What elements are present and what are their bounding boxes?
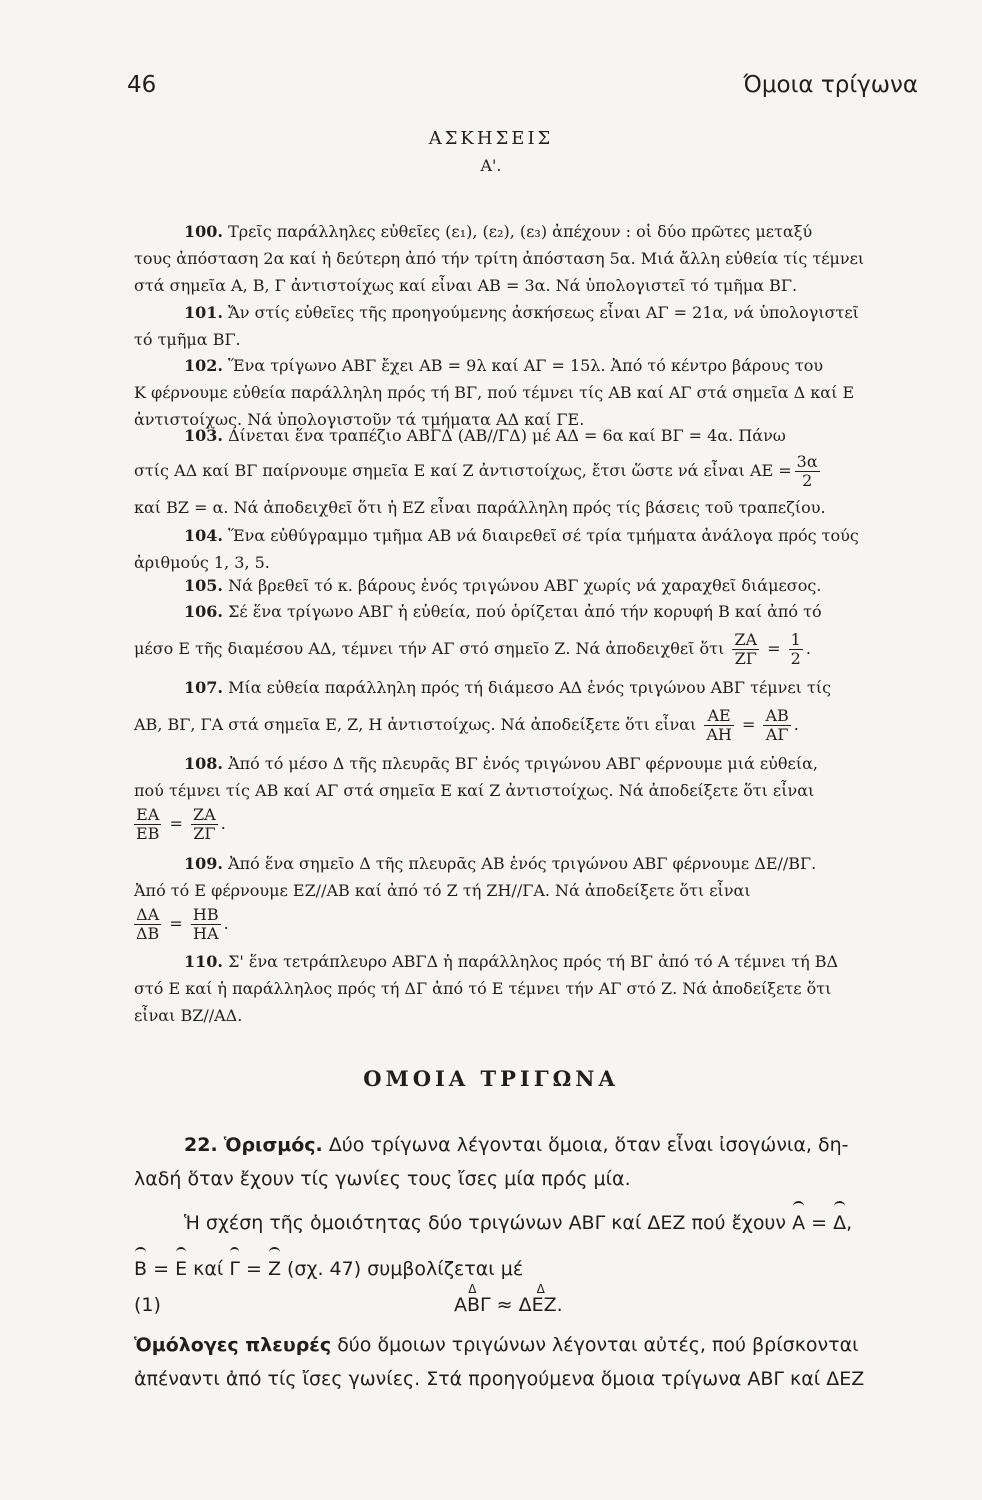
paragraph-number: 22. xyxy=(184,1134,218,1156)
paragraph-text: ἀπέναντι ἀπό τίς ἴσες γωνίες. Στά προηγούμενα ὅμοια τρίγωνα ΑΒΓ καί ΔΕΖ xyxy=(134,1368,865,1390)
exercise-number: 109. xyxy=(184,854,223,873)
exercise-text: ΑΒ, ΒΓ, ΓΑ στά σημεῖα Ε, Ζ, Η ἀντιστοίχως. Νά ἀποδείξετε ὅτι εἶναι xyxy=(134,715,697,734)
similarity-formula xyxy=(134,1288,918,1322)
angle-A: Α xyxy=(792,1200,805,1240)
exercise-text: ἀριθμούς 1, 3, 5. xyxy=(134,553,270,572)
equals-sign: = xyxy=(169,914,183,933)
exercise-text: στίς ΑΔ καί ΒΓ παίρνουμε σημεῖα Ε καί Ζ ἀντιστοίχως, ἔτσι ὥστε νά εἶναι ΑΕ = xyxy=(134,461,792,480)
exercise-text: ἀντιστοίχως. Νά ὑπολογιστοῦν τά τμήματα ΑΔ καί ΓΕ. xyxy=(134,410,585,429)
exercise-number: 104. xyxy=(184,526,223,545)
homologous-paragraph xyxy=(134,1328,918,1396)
fraction: $\frac{AE}{AH}$ xyxy=(706,706,732,744)
exercise-107: 107. Μία εὐθεία παράλληλη πρός τή διάμεσο ΑΔ ἑνός τριγώνου ΑΒΓ τέμνει τίς ΑΒ, ΒΓ, ΓΑ στά σημεῖα Ε, Ζ, Η ἀντιστοίχως. Νά ἀποδείξετε ὅτι εἶναι $\frac{AE}{AH}$ = $\frac{AB}{A\Gamma}$ . xyxy=(134,678,832,744)
fraction: $\frac{ZA}{Z\Gamma}$ xyxy=(193,805,216,843)
exercise-text: τους ἀπόσταση 2α καί ἡ δεύτερη ἀπό τήν τρίτη ἀπόσταση 5α. Μιά ἄλλη εὐθεία τίς τέμνει xyxy=(134,249,865,268)
comma: , xyxy=(846,1212,853,1234)
exercise-text: Νά βρεθεῖ τό κ. βάρους ἑνός τριγώνου ΑΒΓ χωρίς νά χαραχθεῖ διάμεσος. xyxy=(228,576,822,595)
exercise-101 xyxy=(134,299,918,353)
exercise-number: 100. xyxy=(184,222,223,241)
exercise-number: 102. xyxy=(184,356,223,375)
exercise-text: στά σημεῖα Α, Β, Γ ἀντιστοίχως καί εἶναι ΑΒ = 3α. Νά ὑπολογιστεῖ τό τμῆμα ΒΓ. xyxy=(134,276,798,295)
angle-B: Β xyxy=(134,1246,147,1286)
fraction: $\frac{3\alpha}{2}$ xyxy=(796,452,818,490)
paragraph-text: Ἡ σχέση τῆς ὁμοιότητας δύο τριγώνων ΑΒΓ καί ΔΕΖ πού ἔχουν xyxy=(184,1212,787,1234)
exercise-text: στό Ε καί ἡ παράλληλος πρός τή ΔΓ ἀπό τό Ε τέμνει τήν ΑΓ στό Ζ. Νά ἀποδείξετε ὅτι xyxy=(134,979,832,998)
exercise-110 xyxy=(134,948,918,1029)
exercise-text: Σέ ἕνα τρίγωνο ΑΒΓ ἡ εὐθεία, πού ὁρίζεται ἀπό τήν κορυφή Β καί ἀπό τό xyxy=(228,602,822,621)
exercise-text: καί ΒΖ = α. Νά ἀποδειχθεῖ ὅτι ἡ ΕΖ εἶναι παράλληλη πρός τίς βάσεις τοῦ τραπεζίου. xyxy=(134,498,826,517)
page-number: 46 xyxy=(127,72,157,98)
equals-sign: = xyxy=(169,814,183,833)
definition-paragraph xyxy=(134,1128,918,1286)
definition-term: Ὁμόλογες πλευρές xyxy=(134,1334,332,1356)
exercise-text: Ἕνα εὐθύγραμμο τμῆμα ΑΒ νά διαιρεθεῖ σέ τρία τμήματα ἀνάλογα πρός τούς xyxy=(228,526,859,545)
fraction: $\frac{EA}{EB}$ xyxy=(136,805,160,843)
exercise-106: 106. Σέ ἕνα τρίγωνο ΑΒΓ ἡ εὐθεία, πού ὁρίζεται ἀπό τήν κορυφή Β καί ἀπό τό μέσο Ε τῆς διαμέσου ΑΔ, τέμνει τήν ΑΓ στό σημεῖο Ζ. Νά ἀποδειχθεῖ ὅτι $\frac{ZA}{Z\Gamma}$ = $\frac{1}{2}$ . xyxy=(134,602,822,668)
formula-label: (1) xyxy=(134,1294,161,1316)
equals-sign: = xyxy=(741,715,756,734)
angle-G: Γ xyxy=(229,1246,240,1286)
exercise-text: τό τμῆμα ΒΓ. xyxy=(134,330,241,349)
exercise-109: 109. Ἀπό ἕνα σημεῖο Δ τῆς πλευρᾶς ΑΒ ἑνός τριγώνου ΑΒΓ φέρνουμε ΔΕ//ΒΓ. Ἀπό τό Ε φέρνουμε ΕΖ//ΑΒ καί ἀπό τό Ζ τή ΖΗ//ΓΑ. Νά ἀποδείξετε ὅτι εἶναι $\frac{\Delta A}{\Delta B}$ = $\frac{HB}{HA}$ . xyxy=(134,850,918,943)
exercise-text: Ἀπό ἕνα σημεῖο Δ τῆς πλευρᾶς ΑΒ ἑνός τριγώνου ΑΒΓ φέρνουμε ΔΕ//ΒΓ. xyxy=(228,854,817,873)
similar-sign: ≈ xyxy=(496,1294,513,1316)
formula-expression xyxy=(454,1288,563,1322)
equals-sign: = xyxy=(811,1212,828,1234)
exercise-text: Ἀπό τό μέσο Δ τῆς πλευρᾶς ΒΓ ἑνός τριγώνου ΑΒΓ φέρνουμε μιά εὐθεία, xyxy=(228,754,818,773)
exercise-text: Σ' ἕνα τετράπλευρο ΑΒΓΔ ἡ παράλληλος πρός τή ΒΓ ἀπό τό Α τέμνει τή ΒΔ xyxy=(228,952,839,971)
exercise-number: 106. xyxy=(184,602,223,621)
equals-sign: = xyxy=(767,639,781,658)
angle-D: Δ xyxy=(833,1200,846,1240)
exercise-number: 108. xyxy=(184,754,223,773)
exercise-number: 105. xyxy=(184,576,223,595)
exercise-text: Ἄν στίς εὐθεῖες τῆς προηγούμενης ἀσκήσεως εἶναι ΑΓ = 21α, νά ὑπολογιστεῖ xyxy=(228,303,859,322)
triangle-ABG: Δ ΑΒΓ xyxy=(454,1288,491,1322)
fraction: $\frac{AB}{A\Gamma}$ xyxy=(765,706,789,744)
paragraph-text: (σχ. 47) συμβολίζεται μέ xyxy=(287,1258,524,1280)
triangle-DEZ: Δ ΔΕΖ. xyxy=(519,1288,563,1322)
exercise-text: Ἕνα τρίγωνο ΑΒΓ ἔχει ΑΒ = 9λ καί ΑΓ = 15λ. Ἀπό τό κέντρο βάρους του xyxy=(228,356,824,375)
exercise-text: εἶναι ΒΖ//ΑΔ. xyxy=(134,1006,243,1025)
exercise-text: Ἀπό τό Ε φέρνουμε ΕΖ//ΑΒ καί ἀπό τό Ζ τή ΖΗ//ΓΑ. Νά ἀποδείξετε ὅτι εἶναι xyxy=(134,881,751,900)
exercise-number: 103. xyxy=(184,426,223,445)
equals-sign: = xyxy=(245,1258,262,1280)
angle-E: Ε xyxy=(175,1246,187,1286)
exercise-number: 107. xyxy=(184,678,223,697)
exercises-heading: ΑΣΚΗΣΕΙΣ xyxy=(428,128,554,149)
exercise-103 xyxy=(134,422,918,521)
fraction: $\frac{\Delta A}{\Delta B}$ xyxy=(136,905,160,943)
definition-term: Ὁρισμός. xyxy=(223,1134,323,1156)
exercise-108: 108. Ἀπό τό μέσο Δ τῆς πλευρᾶς ΒΓ ἑνός τριγώνου ΑΒΓ φέρνουμε μιά εὐθεία, πού τέμνει τίς ΑΒ καί ΑΓ στά σημεῖα Ε καί Ζ ἀντιστοίχως. Νά ἀποδείξετε ὅτι εἶναι $\frac{EA}{EB}$ = $\frac{ZA}{Z\Gamma}$ . xyxy=(134,750,918,843)
exercise-number: 101. xyxy=(184,303,223,322)
fraction: $\frac{ZA}{Z\Gamma}$ xyxy=(734,630,758,668)
fraction: $\frac{1}{2}$ xyxy=(790,630,801,668)
paragraph-text: καί xyxy=(193,1258,224,1280)
exercise-text: Μία εὐθεία παράλληλη πρός τή διάμεσο ΑΔ ἑνός τριγώνου ΑΒΓ τέμνει τίς xyxy=(228,678,832,697)
exercise-104 xyxy=(134,522,918,576)
exercise-105 xyxy=(134,572,918,599)
exercise-text: πού τέμνει τίς ΑΒ καί ΑΓ στά σημεῖα Ε καί Ζ ἀντιστοίχως. Νά ἀποδείξετε ὅτι εἶναι xyxy=(134,781,815,800)
exercise-text: Κ φέρνουμε εὐθεία παράλληλη πρός τή ΒΓ, πού τέμνει τίς ΑΒ καί ΑΓ στά σημεῖα Δ καί Ε xyxy=(134,383,855,402)
exercise-102 xyxy=(134,352,918,433)
paragraph-text: δύο ὅμοιων τριγώνων λέγονται αὐτές, πού βρίσκονται xyxy=(337,1334,859,1356)
paragraph-text: λαδή ὅταν ἔχουν τίς γωνίες τους ἴσες μία πρός μία. xyxy=(134,1168,631,1190)
section-title: ΟΜΟΙΑ ΤΡΙΓΩΝΑ xyxy=(363,1066,619,1091)
exercise-text: Τρεῖς παράλληλες εὐθεῖες (ε₁), (ε₂), (ε₃) ἀπέχουν : οἱ δύο πρῶτες μεταξύ xyxy=(228,222,813,241)
angle-Z: Ζ xyxy=(268,1246,281,1286)
exercise-100 xyxy=(134,218,918,299)
exercise-number: 110. xyxy=(184,952,223,971)
exercise-text: μέσο Ε τῆς διαμέσου ΑΔ, τέμνει τήν ΑΓ στό σημεῖο Ζ. Νά ἀποδειχθεῖ ὅτι xyxy=(134,639,725,658)
running-title: Όμοια τρίγωνα xyxy=(743,72,918,98)
exercise-text: Δίνεται ἕνα τραπέζιο ΑΒΓΔ (ΑΒ//ΓΔ) μέ ΑΔ = 6α καί ΒΓ = 4α. Πάνω xyxy=(228,426,786,445)
exercises-subheading: Α'. xyxy=(480,156,502,175)
fraction: $\frac{HB}{HA}$ xyxy=(192,905,219,943)
page-header xyxy=(127,72,918,106)
equals-sign: = xyxy=(153,1258,170,1280)
paragraph-text: Δύο τρίγωνα λέγονται ὅμοια, ὅταν εἶναι ἰσογώνια, δη- xyxy=(328,1134,849,1156)
